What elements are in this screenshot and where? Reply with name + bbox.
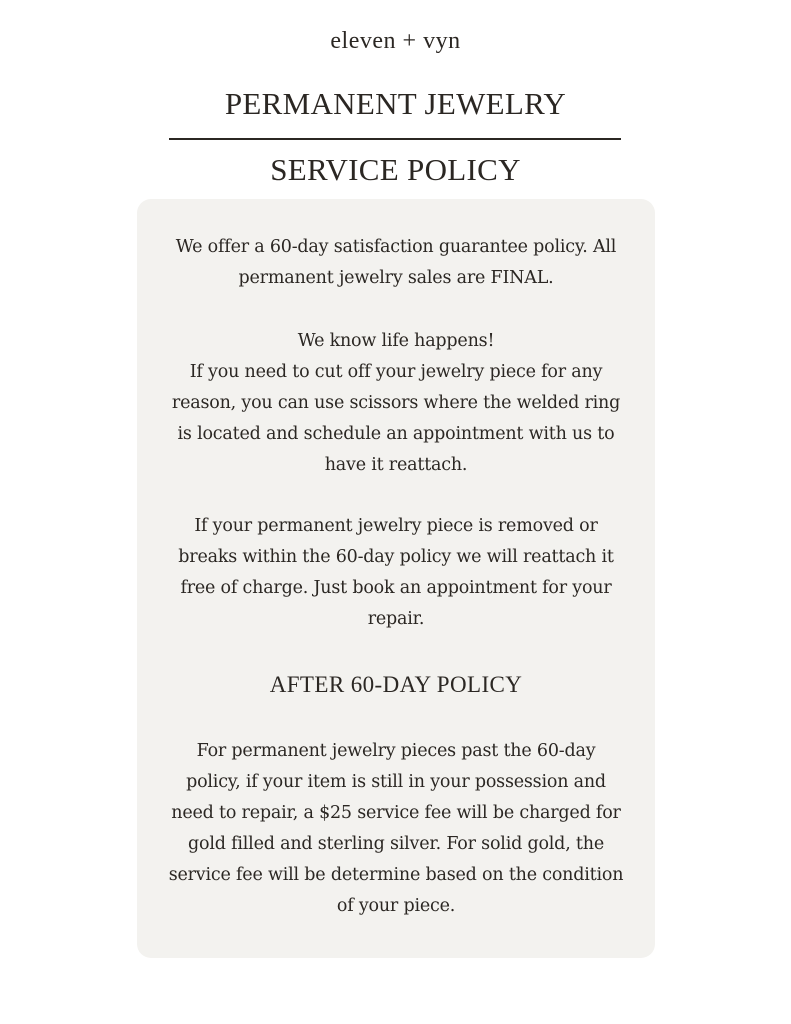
title-divider [169,138,621,140]
intro-line: permanent jewelry sales are FINAL. [238,268,554,288]
brand-name: eleven + vyn [330,28,461,54]
after-line: of your piece. [336,896,456,916]
life-line: If you need to cut off your jewelry piece for any [189,362,603,382]
intro-line: We offer a 60-day satisfaction guarantee policy. All [175,237,617,257]
after-line: gold filled and sterling silver. For solid gold, the [188,834,604,854]
after-policy-paragraph [137,736,655,922]
life-line: We know life happens! [297,331,495,351]
within-policy-paragraph [137,511,655,635]
within-line: breaks within the 60-day policy we will reattach it [178,547,614,567]
after-line: For permanent jewelry pieces past the 60-day [196,741,596,761]
life-line: have it reattach. [324,455,468,475]
policy-card [137,199,655,958]
intro-paragraph [137,232,655,294]
within-line: free of charge. Just book an appointment for your [180,578,612,598]
after-line: need to repair, a $25 service fee will be charged for [171,803,621,823]
life-happens-paragraph [137,326,655,481]
after-line: policy, if your item is still in your possession and [186,772,606,792]
within-line: repair. [367,609,425,629]
page-title: PERMANENT JEWELRY [224,86,567,121]
life-line: reason, you can use scissors where the welded ring [171,393,621,413]
life-line: is located and schedule an appointment with us to [177,424,615,444]
page-subtitle: SERVICE POLICY [270,152,521,187]
after-policy-heading: AFTER 60-DAY POLICY [269,672,523,697]
after-line: service fee will be determine based on the condition [168,865,624,885]
within-line: If your permanent jewelry piece is removed or [194,516,598,536]
